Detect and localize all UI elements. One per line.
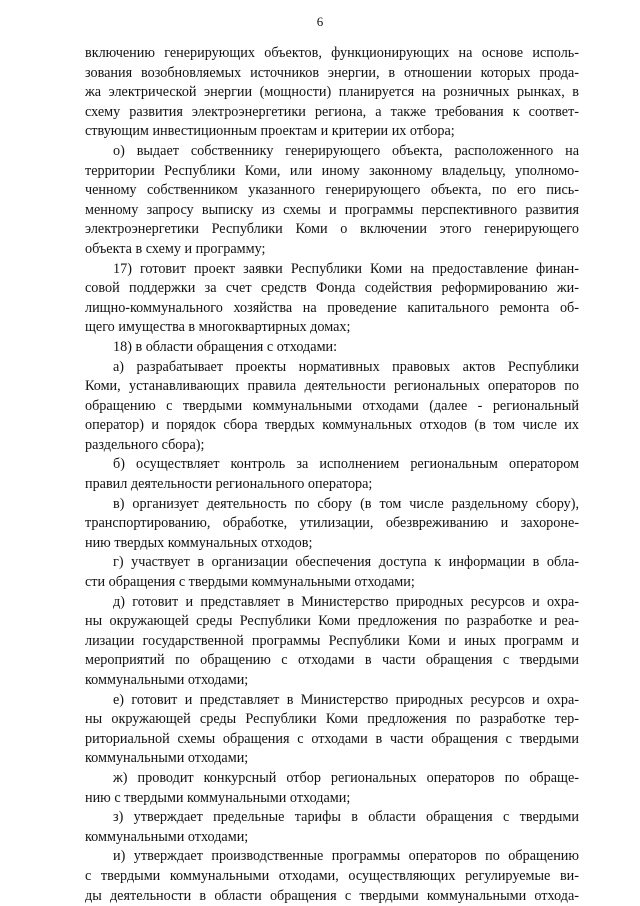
text-line: лизации государственной программы Республики Коми и иных программ и (85, 632, 579, 649)
text-line: мероприятий по обращению с отходами в части обращения с твердыми (85, 652, 579, 669)
text-line: объекта в схему и программу; (85, 240, 266, 257)
text-line: ствующим инвестиционным проектам и критерии их отбора; (85, 123, 455, 140)
text-line: коммунальными отходами; (85, 828, 249, 845)
text-line: 17) готовит проект заявки Республики Коми на предоставление финан- (113, 260, 579, 277)
text-line: включению генерирующих объектов, функционирующих на основе исполь- (85, 45, 579, 61)
text-line: Коми, устанавливающих правила деятельности региональных операторов по (85, 378, 579, 395)
text-line: зования возобновляемых источников энергии, в отношении которых прода- (85, 64, 579, 81)
text-line: риториальной схемы обращения с отходами в части обращения с твердыми (85, 730, 579, 747)
page-number: 6 (316, 14, 324, 29)
text-line: электроэнергетики Республики Коми о включении этого генерирующего (85, 221, 579, 238)
text-line: о) выдает собственнику генерирующего объекта, расположенного на (113, 142, 579, 159)
text-line: щего имущества в многоквартирных домах; (85, 319, 351, 336)
text-line: схему развития электроэнергетики региона, а также требования к соответ- (85, 103, 579, 120)
text-line: совой поддержки за счет средств Фонда содействия реформированию жи- (85, 280, 579, 297)
document-body (85, 44, 579, 906)
text-line: з) утверждает предельные тарифы в области обращения с твердыми (113, 809, 579, 826)
text-line: д) готовит и представляет в Министерство природных ресурсов и охра- (113, 593, 579, 610)
text-line: сти обращения с твердыми коммунальными отходами; (85, 574, 415, 591)
text-line: территории Республики Коми, или иному законному владельцу, уполномо- (85, 162, 579, 179)
text-line: лищно-коммунального хозяйства на проведение капитального ремонта об- (85, 299, 579, 316)
text-line: раздельного сбора); (85, 436, 205, 453)
text-line: е) готовит и представляет в Министерство природных ресурсов и охра- (113, 691, 579, 708)
text-line: транспортированию, обработке, утилизации, обезвреживанию и захороне- (85, 515, 579, 532)
text-line: ды деятельности в области обращения с твердыми коммунальными отхода- (85, 887, 579, 904)
text-line: ж) проводит конкурсный отбор региональных операторов по обраще- (113, 769, 579, 786)
text-line: 18) в области обращения с отходами: (113, 338, 338, 355)
text-line: ны окружающей среды Республики Коми предложения по разработке тер- (85, 711, 579, 728)
text-line: в) организует деятельность по сбору (в том числе раздельному сбору), (113, 495, 579, 512)
text-line: жа электрической энергии (мощности) планируется на розничных рынках, в (85, 84, 579, 101)
text-line: а) разрабатывает проекты нормативных правовых актов Республики (113, 358, 579, 375)
text-line: г) участвует в организации обеспечения доступа к информации в обла- (113, 554, 579, 571)
text-line: оператор) и порядок сбора твердых коммунальных отходов (в том числе их (85, 417, 579, 434)
text-line: обращению с твердыми коммунальными отходами (далее - региональный (85, 397, 579, 414)
text-line: с твердыми коммунальными отходами, осуществляющих регулируемые ви- (85, 867, 579, 884)
text-line: коммунальными отходами; (85, 672, 249, 688)
text-line: нию твердых коммунальных отходов; (85, 534, 313, 551)
text-line: ченному собственником указанного генерирующего объекта, по его пись- (85, 182, 579, 199)
text-line: нию с твердыми коммунальными отходами; (85, 789, 351, 806)
text-line: менному запросу выписку из схемы и программы перспективного развития (85, 201, 579, 218)
text-line: коммунальными отходами; (85, 750, 249, 767)
text-line: правил деятельности регионального оператора; (85, 476, 373, 493)
text-line: б) осуществляет контроль за исполнением региональным оператором (113, 456, 579, 473)
text-line: и) утверждает производственные программы операторов по обращению (113, 848, 579, 865)
text-line: ны окружающей среды Республики Коми предложения по разработке и реа- (85, 613, 579, 630)
